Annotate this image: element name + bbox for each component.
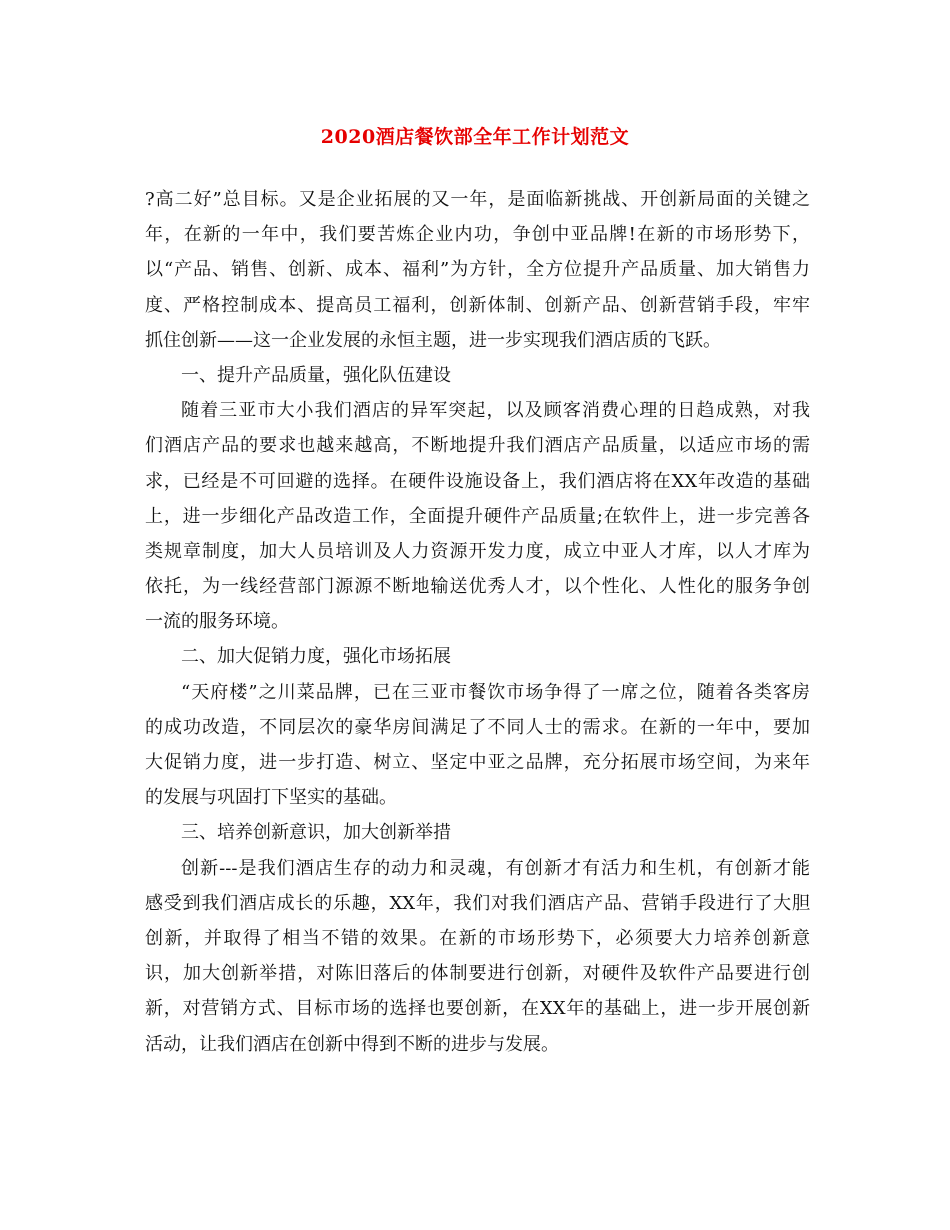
body-line: 活动，让我们酒店在创新中得到不断的进步与发展。 — [145, 1033, 559, 1055]
body-line: 度、严格控制成本、提高员工福利，创新体制、创新产品、创新营销手段，牢牢 — [145, 294, 810, 316]
body-line: 随着三亚市大小我们酒店的异军突起，以及顾客消费心理的日趋成熟，对我 — [181, 400, 810, 422]
body-line: 三、培养创新意识，加大创新举措 — [181, 822, 451, 844]
body-line: 识，加大创新举措，对陈旧落后的体制要进行创新，对硬件及软件产品要进行创 — [145, 963, 810, 985]
document-body — [145, 182, 810, 1062]
body-line: 大促销力度，进一步打造、树立、坚定中亚之品牌，充分拓展市场空间，为来年 — [145, 752, 810, 773]
body-line: 抓住创新——这一企业发展的永恒主题，进一步实现我们酒店质的飞跃。 — [145, 329, 721, 351]
body-line: 创新---是我们酒店生存的动力和灵魂，有创新才有活力和生机，有创新才能 — [181, 857, 810, 879]
body-line: 一流的服务环境。 — [145, 611, 289, 633]
body-line: 的发展与巩固打下坚实的基础。 — [145, 787, 397, 809]
body-line: 们酒店产品的要求也越来越高，不断地提升我们酒店产品质量，以适应市场的需 — [145, 435, 810, 457]
body-line: 类规章制度，加大人员培训及人力资源开发力度，成立中亚人才库，以人才库为 — [145, 540, 810, 562]
body-line: 以“产品、销售、创新、成本、福利”为方针，全方位提升产品质量、加大销售力 — [145, 259, 810, 281]
body-line: 求，已经是不可回避的选择。在硬件设施设备上，我们酒店将在XX年改造的基础 — [145, 470, 810, 492]
body-line: 感受到我们酒店成长的乐趣，XX年，我们对我们酒店产品、营销手段进行了大胆 — [145, 892, 810, 914]
body-line: 年，在新的一年中，我们要苦炼企业内功，争创中亚品牌!在新的市场形势下， — [145, 224, 810, 246]
body-line: 上，进一步细化产品改造工作，全面提升硬件产品质量;在软件上，进一步完善各 — [145, 505, 810, 527]
body-line: 的成功改造，不同层次的豪华房间满足了不同人士的需求。在新的一年中，要加 — [145, 716, 810, 738]
body-line: 创新，并取得了相当不错的效果。在新的市场形势下，必须要大力培养创新意 — [145, 927, 810, 949]
body-line: 新，对营销方式、目标市场的选择也要创新，在XX年的基础上，进一步开展创新 — [145, 998, 810, 1020]
body-line: 一、提升产品质量，强化队伍建设 — [181, 364, 451, 386]
body-line: ?高二好”总目标。又是企业拓展的又一年，是面临新挑战、开创新局面的关键之 — [145, 189, 810, 210]
body-line: 二、加大促销力度，强化市场拓展 — [181, 646, 451, 668]
body-line: 依托，为一线经营部门源源不断地输送优秀人才，以个性化、人性化的服务争创 — [145, 576, 810, 598]
document-title: 2020酒店餐饮部全年工作计划范文 — [320, 126, 630, 148]
body-line: “天府楼”之川菜品牌，已在三亚市餐饮市场争得了一席之位，随着各类客房 — [181, 681, 810, 703]
